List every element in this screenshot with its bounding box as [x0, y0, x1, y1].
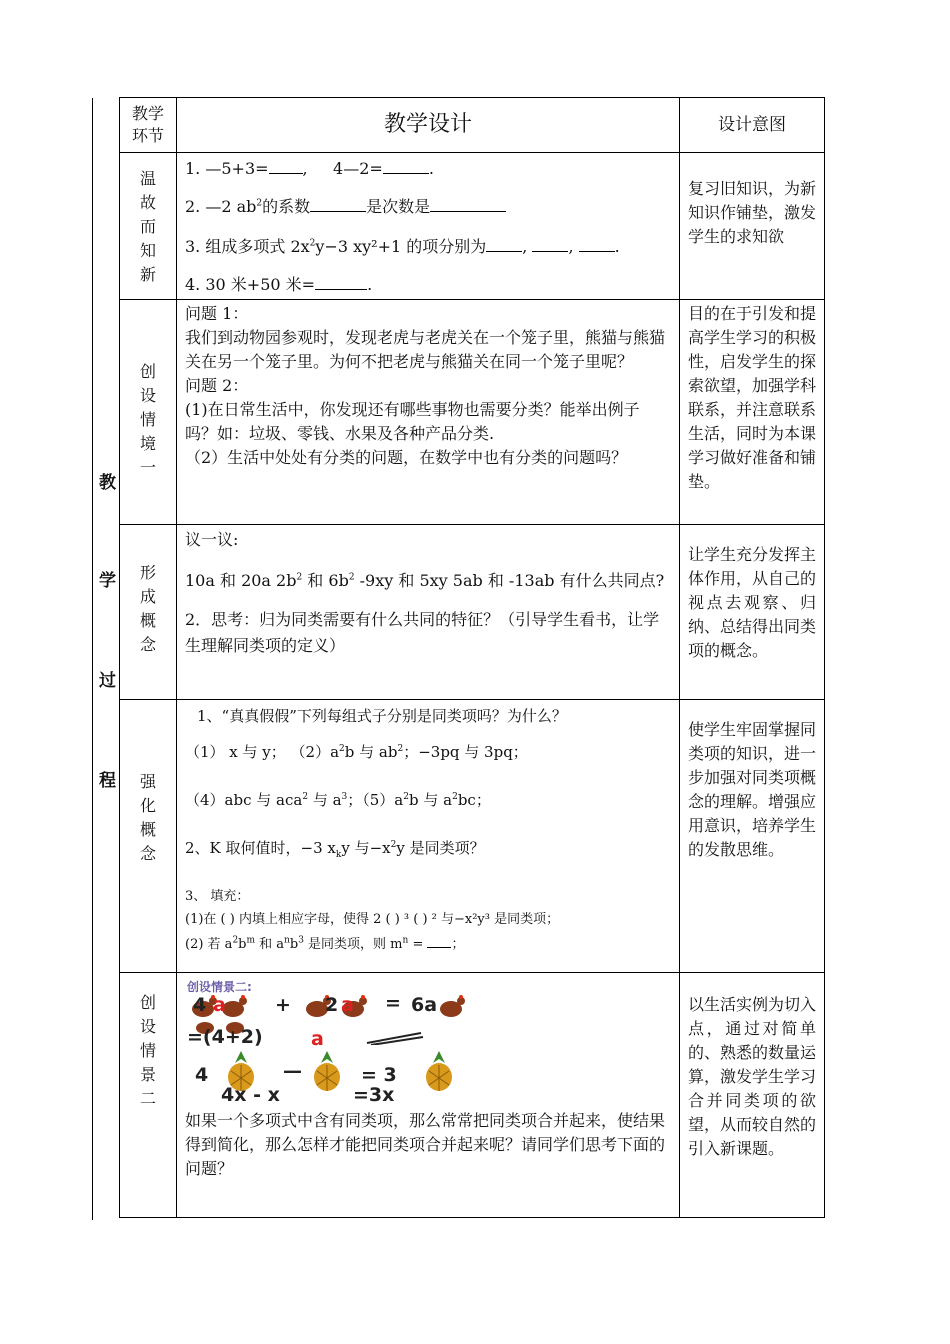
- content-scene2: [177, 973, 680, 1218]
- row-strengthen: [120, 700, 825, 973]
- header-stage: 教学环节: [120, 98, 177, 153]
- sidebar-process-label: [92, 98, 120, 1220]
- stage-strengthen: 强 化 概 念: [120, 700, 177, 973]
- double-line-icon: [365, 1029, 425, 1045]
- stage-scene1: 创 设 情 境 一: [120, 300, 177, 525]
- sidebar-char: 过: [99, 671, 116, 691]
- content-review: 1. —5+3= , 4—2= . 2. —2 $ab^2$的系数 是次数是 3. 组成多项式 $2x^2y-3$ xy²+1 的项分别为 , , . 4. 30 米+50 米= .: [177, 153, 680, 300]
- lesson-plan-table: [119, 97, 825, 1218]
- scene2-illustration: 创设情景二: 4 a + 2 a = 6a =(4+2) a 4 — = 3 4x - x =3x: [185, 975, 485, 1105]
- header-intent: 设计意图: [680, 98, 825, 153]
- row-review: [120, 153, 825, 300]
- content-strengthen: 1、“真真假假”下列每组式子分别是同类项吗？为什么？ （1） x 与 y； $(2)a^2b$ 与 $ab^2$；−3pq 与 3pq； （4）abc 与 aca$^2$ 与 $a^3$；$(5)a^2b$ 与 $a^2bc$； 2、K 取何值时，−3 $x_ky$ 与$-x^2y$ 是同类项？ 3、 填充： (1)在 ( ) 内填上相应字母，使得 2 ( ) ³ ( ) ² 与−x²y³ 是同类项； (2) 若 $a^2b^m$ 和 $a^nb^3$ 是同类项，则 $m^n$ = ；: [177, 700, 680, 973]
- intent-scene1: 目的在于引发和提高学生学习的积极性，启发学生的探索欲望，加强学科联系，并注意联系生活，同时为本课学习做好准备和铺垫。: [680, 300, 825, 525]
- intent-strengthen: 使学生牢固掌握同类项的知识，进一步加强对同类项概念的理解。增强应用意识，培养学生的发散思维。: [680, 700, 825, 973]
- row-concept: [120, 525, 825, 700]
- row-scene2: [120, 973, 825, 1218]
- sidebar-char: 程: [99, 771, 116, 791]
- stage-review: 温 故 而 知 新: [120, 153, 177, 300]
- header-row: [120, 98, 825, 153]
- content-scene1: 问题 1： 我们到动物园参观时，发现老虎与老虎关在一个笼子里，熊猫与熊猫关在另一个笼子里。为何不把老虎与熊猫关在同一个笼子里呢？ 问题 2： (1)在日常生活中，你发现还有哪些事物也需要分类？能举出例子吗？如：垃圾、零钱、水果及各种产品分类. （2）生活中处处有分类的问题，在数学中也有分类的问题吗？: [177, 300, 680, 525]
- stage-scene2: 创 设 情 景 二: [120, 973, 177, 1218]
- intent-review: 复习旧知识，为新知识作铺垫，激发学生的求知欲: [680, 153, 825, 300]
- pineapple-icon: [309, 1049, 345, 1093]
- scene2-text: 如果一个多项式中含有同类项，那么常常把同类项合并起来，使结果得到简化，那么怎样才能把同类项合并起来呢？请同学们思考下面的问题？: [185, 1111, 666, 1178]
- rooster-icon: [437, 993, 471, 1023]
- stage-concept: 形 成 概 念: [120, 525, 177, 700]
- sidebar-char: 学: [99, 571, 116, 591]
- content-concept: 议一议: 10a 和 20a $2b^2$ 和 $6b^2$ -9xy 和 5xy 5ab 和 -13ab 有什么共同点? 2．思考：归为同类需要有什么共同的特征？（引导学生看书，让学生理解同类项的定义）: [177, 525, 680, 700]
- row-scene1: [120, 300, 825, 525]
- sidebar-char: 教: [99, 473, 116, 493]
- illustration-label: 创设情景二:: [187, 980, 252, 994]
- pineapple-icon: [421, 1049, 457, 1093]
- intent-scene2: 以生活实例为切入点，通过对简单的、熟悉的数量运算，激发学生学习合并同类项的欲望，从而较自然的引入新课题。: [680, 973, 825, 1218]
- header-design: 教学设计: [177, 98, 680, 153]
- intent-concept: 让学生充分发挥主体作用，从自己的视点去观察、归纳、总结得出同类项的概念。: [680, 525, 825, 700]
